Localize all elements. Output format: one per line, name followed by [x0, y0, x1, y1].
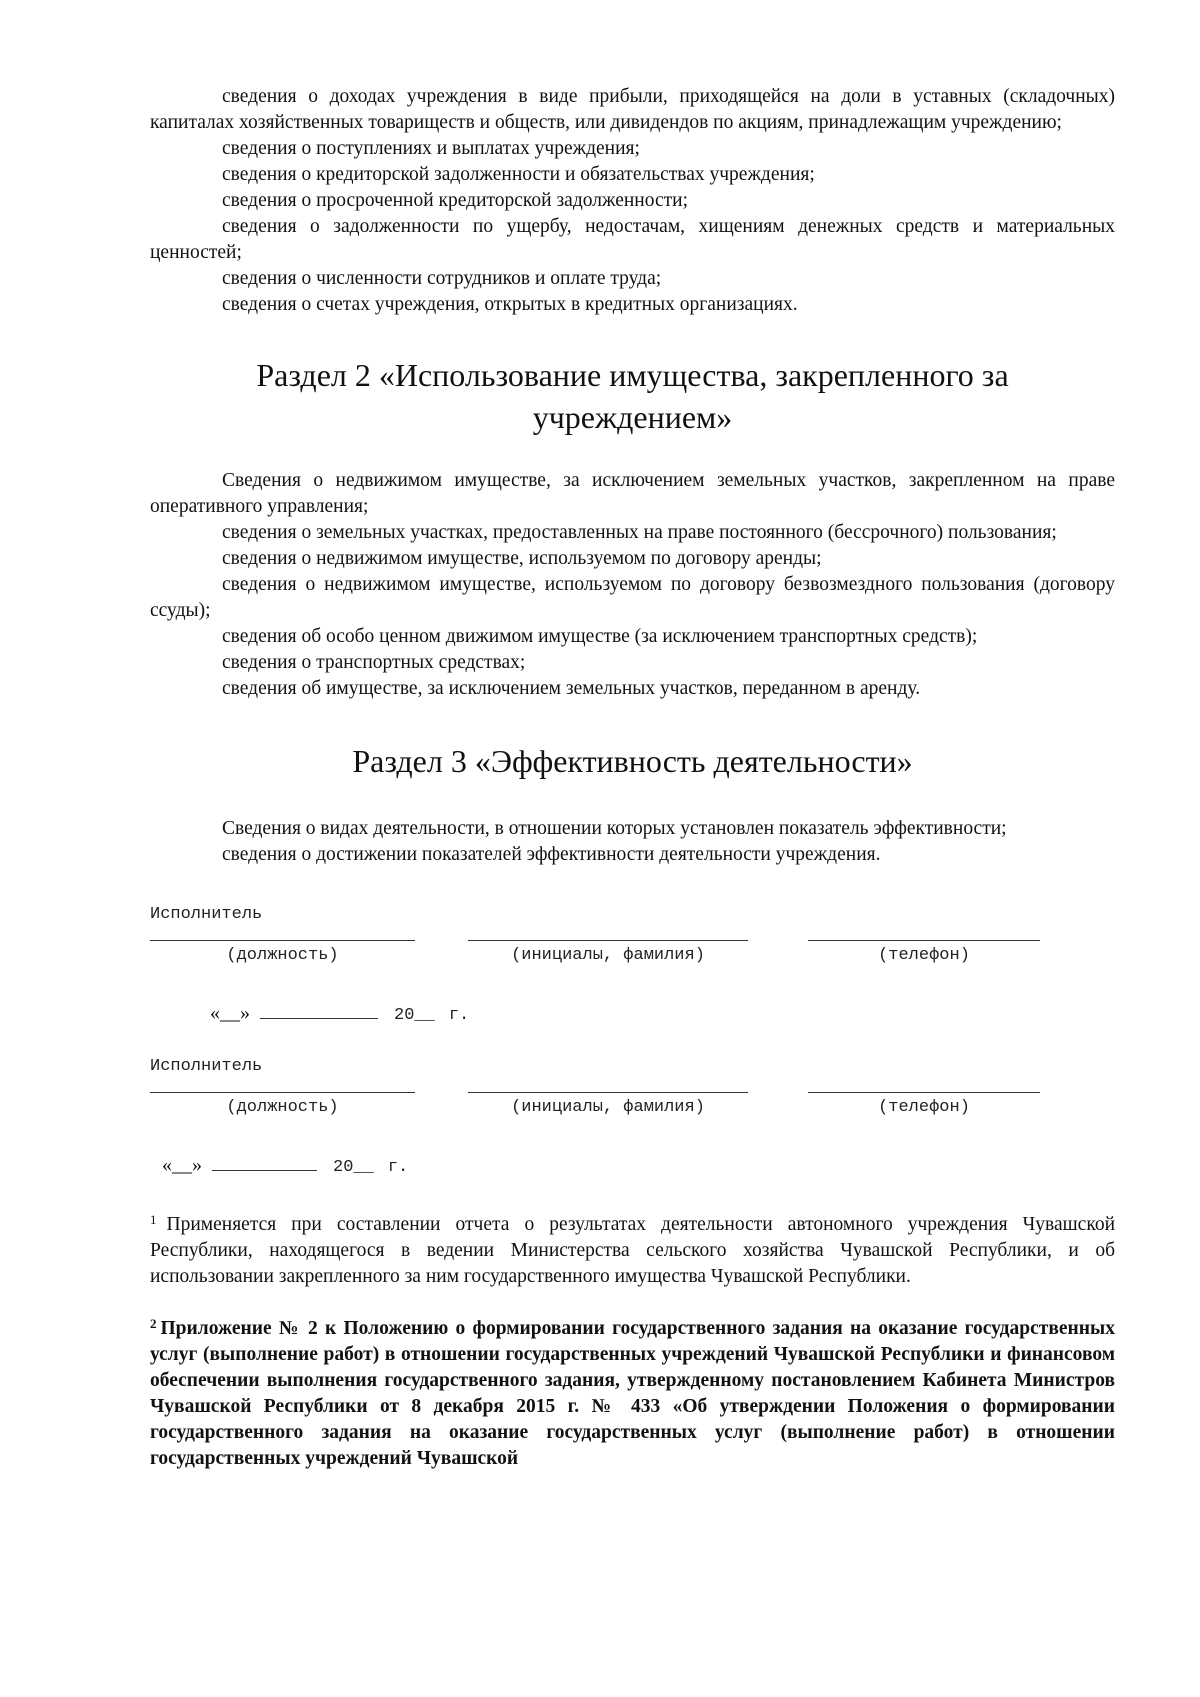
paragraph: сведения о транспортных средствах; [222, 652, 526, 673]
paragraph: сведения о кредиторской задолженности и обязательствах учреждения; [222, 164, 815, 185]
section-2-body [150, 468, 1115, 702]
document-page [150, 84, 1115, 1472]
section-2-heading [150, 354, 1115, 438]
signature-block [150, 1056, 1115, 1190]
date-day: «__» [210, 1002, 250, 1024]
date-line [210, 998, 1115, 1038]
signature-line [150, 1092, 415, 1093]
signature-row [150, 940, 1115, 998]
section-3-body [150, 816, 1115, 868]
phone-caption: (телефон) [878, 946, 970, 965]
signer-label: Исполнитель [150, 905, 263, 924]
paragraph: сведения о поступлениях и выплатах учреждения; [222, 138, 640, 159]
footnote-1 [150, 1212, 1115, 1290]
paragraph: сведения о задолженности по ущербу, недостачам, хищениям денежных средств и материальных ценностей; [150, 216, 1115, 263]
date-line [162, 1150, 1115, 1190]
phone-field [808, 940, 1040, 967]
signer-label: Исполнитель [150, 1057, 263, 1076]
paragraph: сведения об имуществе, за исключением земельных участков, переданном в аренду. [222, 678, 921, 699]
signature-row [150, 1092, 1115, 1150]
footnote-text: Применяется при составлении отчета о результатах деятельности автономного учреждения Чувашской Республики, находящегося в ведении Министерства сельского хозяйства Чувашской Республики, и об использовании закрепленного за ним государственного имущества Чувашской Республики. [150, 1214, 1115, 1287]
date-month-blank [260, 998, 378, 1019]
footnote-mark: 1 [150, 1212, 157, 1227]
date-year: 20__ [333, 1158, 374, 1177]
name-field [468, 940, 748, 967]
section-3-heading [150, 740, 1115, 782]
paragraph: сведения о доходах учреждения в виде прибыли, приходящейся на доли в уставных (складочных) капиталах хозяйственных товариществ и обществ, или дивидендов по акциям, принадлежащим учреждению; [150, 86, 1115, 133]
footnote-text: Приложение № 2 к Положению о формировании государственного задания на оказание государственных услуг (выполнение работ) в отношении государственных учреждений Чувашской Республики и финансовом обеспечении выполнения государственного задания, утвержденному постановлением Кабинета Министров Чувашской Республики от 8 декабря 2015 г. № 433 «Об утверждении Положения о формировании государственного задания на оказание государственных услуг (выполнение работ) в отношении государственных учреждений Чувашской [150, 1318, 1115, 1469]
date-day: «__» [162, 1154, 202, 1176]
position-field [150, 1092, 415, 1119]
section-1-tail [150, 84, 1115, 318]
position-caption: (должность) [226, 946, 339, 965]
name-field [468, 1092, 748, 1119]
section-2-title-line2: учреждением» [532, 399, 733, 435]
date-month-blank [212, 1150, 317, 1171]
footnote-mark: 2 [150, 1316, 157, 1331]
phone-field [808, 1092, 1040, 1119]
section-2-title-line1: Раздел 2 «Использование имущества, закрепленного за [256, 357, 1009, 393]
signature-line [468, 1092, 748, 1093]
paragraph: сведения о численности сотрудников и оплате труда; [222, 268, 662, 289]
paragraph: сведения о счетах учреждения, открытых в кредитных организациях. [222, 294, 798, 315]
paragraph: сведения об особо ценном движимом имуществе (за исключением транспортных средств); [222, 626, 978, 647]
paragraph: Сведения о видах деятельности, в отношении которых установлен показатель эффективности; [222, 818, 1007, 839]
paragraph: сведения о просроченной кредиторской задолженности; [222, 190, 688, 211]
paragraph: сведения о недвижимом имуществе, используемом по договору аренды; [222, 548, 822, 569]
signature-line [808, 940, 1040, 941]
signature-line [808, 1092, 1040, 1093]
footnotes [150, 1212, 1115, 1472]
paragraph: сведения о недвижимом имуществе, используемом по договору безвозмездного пользования (договору ссуды); [150, 574, 1115, 621]
signature-line [468, 940, 748, 941]
section-3-title: Раздел 3 «Эффективность деятельности» [352, 743, 913, 779]
name-caption: (инициалы, фамилия) [511, 946, 705, 965]
position-caption: (должность) [226, 1098, 339, 1117]
paragraph: сведения о достижении показателей эффективности деятельности учреждения. [222, 844, 881, 865]
signature-line [150, 940, 415, 941]
date-suffix: г. [387, 1158, 409, 1177]
phone-caption: (телефон) [878, 1098, 970, 1117]
paragraph: сведения о земельных участках, предоставленных на праве постоянного (бессрочного) пользования; [222, 522, 1057, 543]
footnote-2 [150, 1316, 1115, 1472]
date-suffix: г. [448, 1006, 470, 1025]
signature-block [150, 904, 1115, 1038]
name-caption: (инициалы, фамилия) [511, 1098, 705, 1117]
paragraph: Сведения о недвижимом имуществе, за исключением земельных участков, закрепленном на праве оперативного управления; [150, 470, 1115, 517]
date-year: 20__ [394, 1006, 435, 1025]
position-field [150, 940, 415, 967]
